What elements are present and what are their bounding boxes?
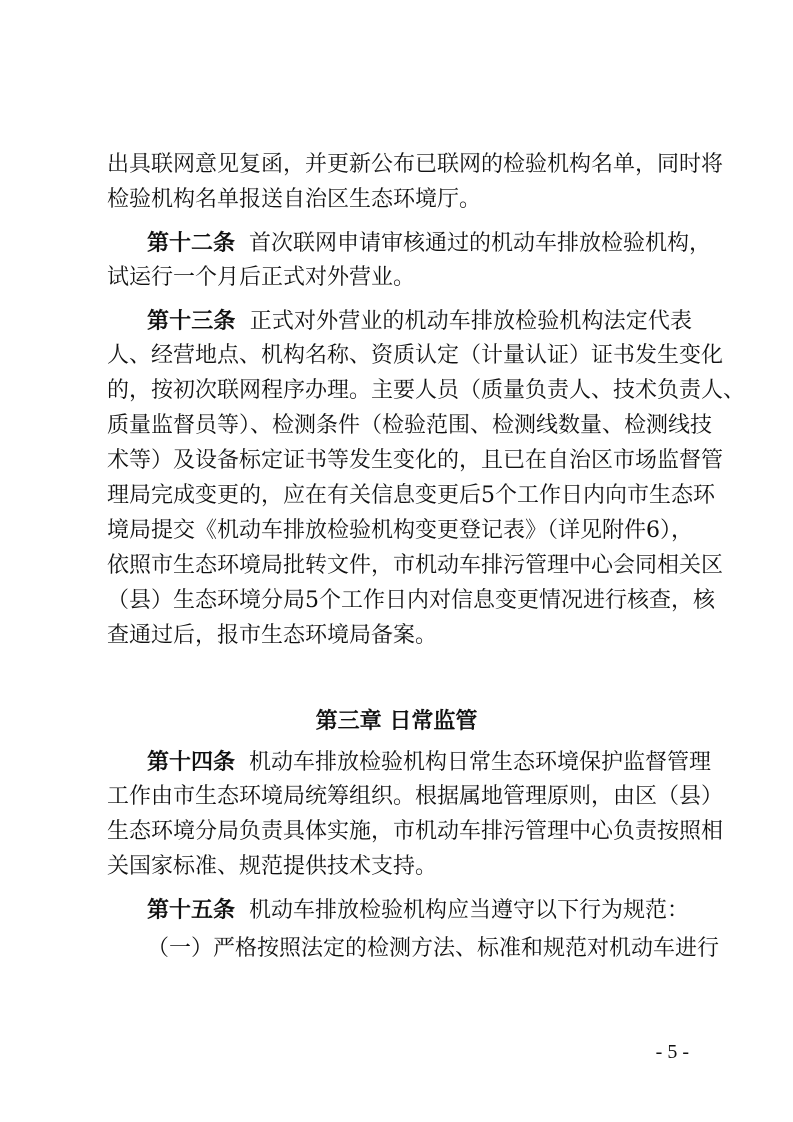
chapter-heading: 第三章 日常监管 xyxy=(315,708,478,734)
article-label: 第十三条 xyxy=(147,308,236,334)
article-label: 第十五条 xyxy=(147,897,236,923)
article-13-line: 第十三条 正式对外营业的机动车排放检验机构法定代表 xyxy=(147,308,692,334)
body-line: 工作由市生态环境局统筹组织。根据属地管理原则，由区（县） xyxy=(107,784,724,809)
article-12-line: 第十二条 首次联网申请审核通过的机动车排放检验机构， xyxy=(147,230,712,256)
body-line: 试运行一个月后正式对外营业。 xyxy=(107,265,416,290)
body-line: 关国家标准、规范提供技术支持。 xyxy=(107,854,438,879)
body-line: 理局完成变更的，应在有关信息变更后5个工作日内向市生态环 xyxy=(107,483,715,508)
body-line: 生态环境分局负责具体实施，市机动车排污管理中心负责按照相 xyxy=(107,819,724,844)
body-line: 术等）及设备标定证书等发生变化的，且已在自治区市场监督管 xyxy=(107,448,724,473)
body-line: 质量监督员等）、检测条件（检验范围、检测线数量、检测线技 xyxy=(107,413,713,438)
body-line: 出具联网意见复函，并更新公布已联网的检验机构名单，同时将 xyxy=(107,152,724,177)
page-number: - 5 - xyxy=(655,1041,689,1063)
article-15-line: 第十五条 机动车排放检验机构应当遵守以下行为规范： xyxy=(147,897,690,923)
article-14-line: 第十四条 机动车排放检验机构日常生态环境保护监督管理 xyxy=(147,749,712,775)
article-label: 第十四条 xyxy=(147,749,236,775)
body-line: 的，按初次联网程序办理。主要人员（质量负责人、技术负责人、 xyxy=(107,378,746,403)
body-line: 境局提交《机动车排放检验机构变更登记表》（详见附件6）， xyxy=(107,518,693,543)
body-line: 依照市生态环境局批转文件，市机动车排污管理中心会同相关区 xyxy=(107,553,724,578)
list-item-line: （一）严格按照法定的检测方法、标准和规范对机动车进行 xyxy=(147,936,720,961)
body-line: 检验机构名单报送自治区生态环境厅。 xyxy=(107,187,482,212)
article-label: 第十二条 xyxy=(147,230,236,256)
body-line: （县）生态环境分局5个工作日内对信息变更情况进行核查，核 xyxy=(107,588,715,613)
body-line: 人、经营地点、机构名称、资质认定（计量认证）证书发生变化 xyxy=(107,343,724,368)
body-line: 查通过后，报市生态环境局备案。 xyxy=(107,623,438,648)
